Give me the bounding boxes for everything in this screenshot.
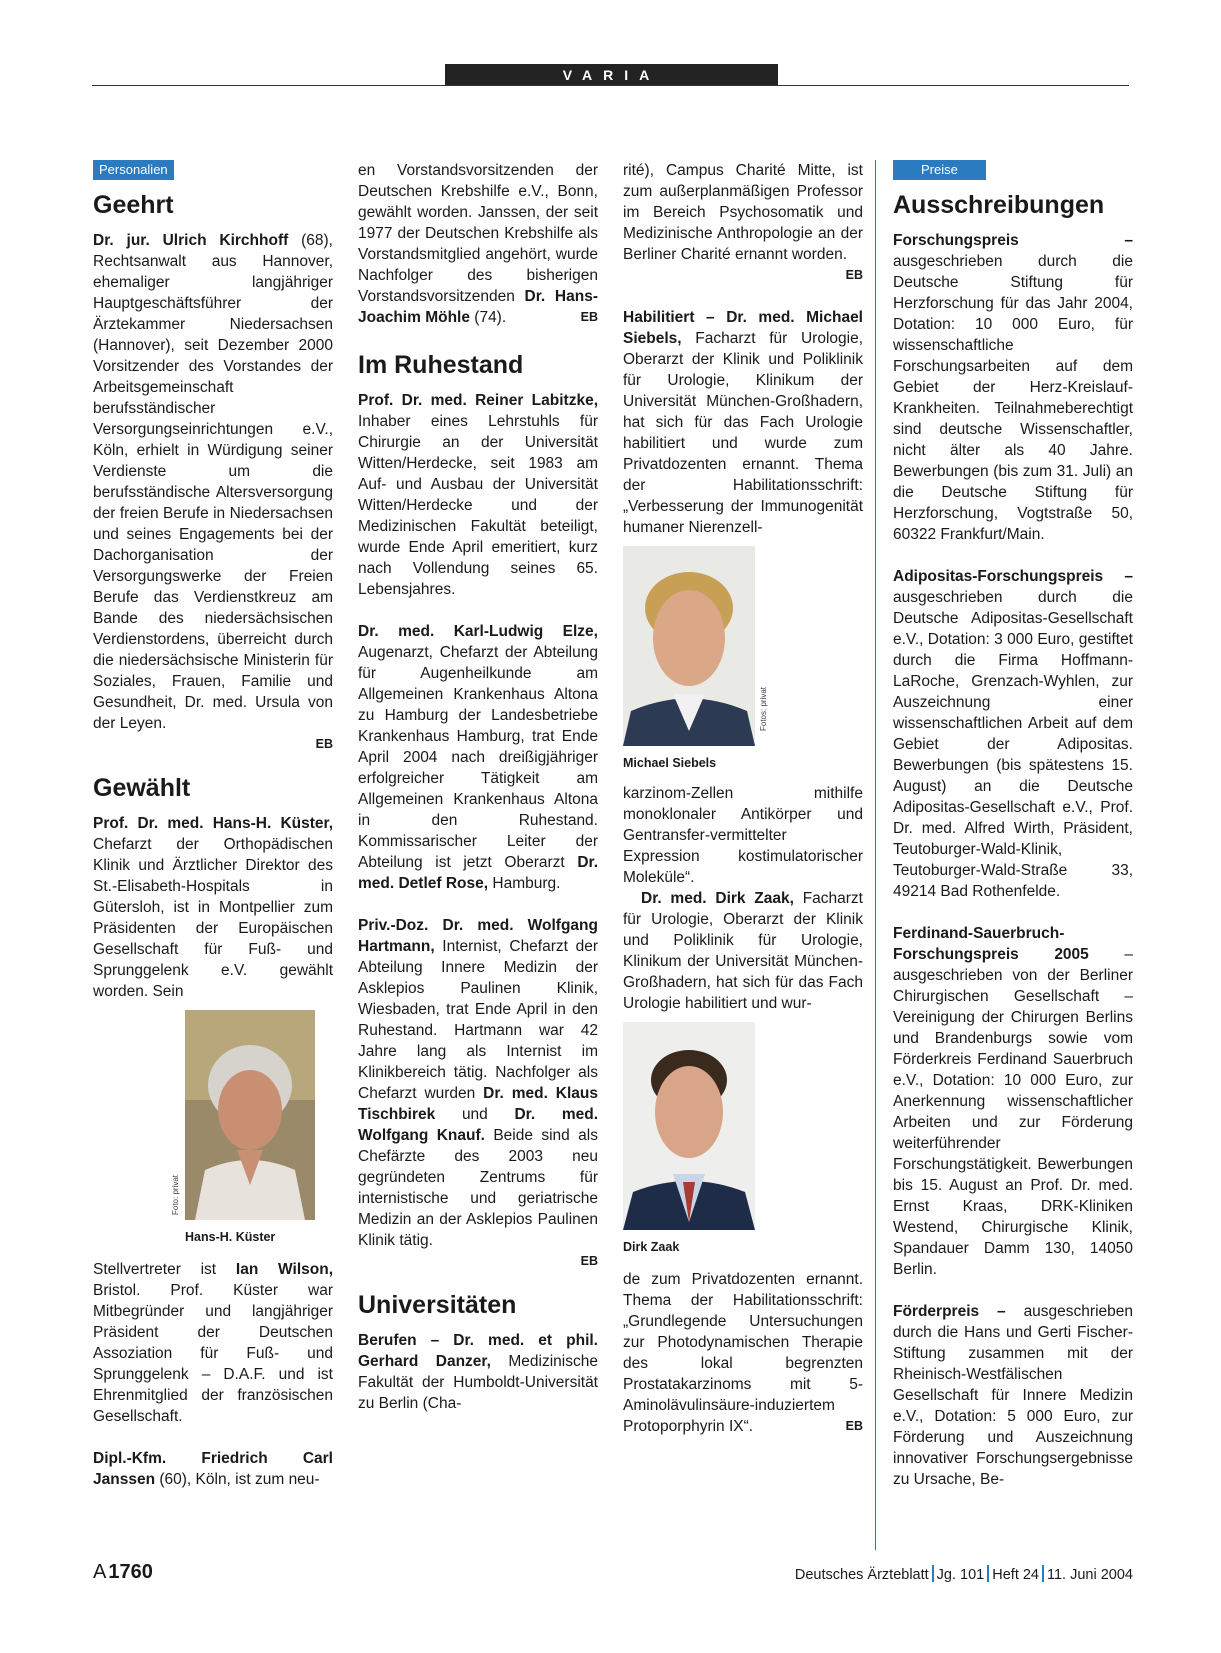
paragraph-danzer: Berufen – Dr. med. et phil. Gerhard Danzer, Medizinische Fakultät der Humboldt-Universität zu Berlin (Cha- <box>358 1332 598 1412</box>
photo-siebels <box>623 546 863 771</box>
column-1 <box>93 160 333 1490</box>
paragraph-kuester-cont: Stellvertreter ist Ian Wilson, Bristol. Prof. Küster war Mitbegründer und langjähriger Präsident der Deutschen Assoziation für Fuß- und Sprunggelenk – D.A.F. und ist Ehrenmitglied der französischen Gesellschaft. <box>93 1261 334 1425</box>
author-initials: EB <box>845 268 863 282</box>
photo-caption: Hans-H. Küster <box>185 1230 276 1244</box>
paragraph-adipositas: Adipositas-Forschungspreis – ausgeschrieben durch die Deutsche Adipositas-Gesellschaft e.V., Dotation: 3 000 Euro, gestiftet durch die Firma Hoffmann-LaRoche, Grenzach-Wyhlen, zur Auszeichnung einer wissenschaftlichen Arbeit auf dem Gebiet der Adipositas. Bewerbungen (bis spätestens 15. August) an die Deutsche Adipositas-Gesellschaft e.V., Prof. Dr. med. Alfred Wirth, Präsident, Teutoburger-Wald-Klinik, Teutoburger-Wald-Straße 33, 49214 Bad Rothenfelde. <box>893 568 1133 900</box>
column-2 <box>358 160 598 1414</box>
column-4 <box>893 160 1133 1490</box>
date: 11. Juni 2004 <box>1047 1567 1133 1583</box>
paragraph-sauerbruch: Ferdinand-Sauerbruch-Forschungspreis 2005 – ausgeschrieben von der Berliner Chirurgischen Gesellschaft – Vereinigung der Chirurgen Berlins und Brandenburgs sowie vom Förderkreis Ferdinand Sauerbruch e.V., Dotation: 10 000 Euro, zur Anerkennung wissenschaftlicher Arbeiten und zur Förderung weiterführender Forschungstätigkeit. Bewerbungen bis 15. August an Prof. Dr. med. Ernst Kraas, DRK-Kliniken Westend, Chirurgische Klinik, Spandauer Damm 130, 14050 Berlin. <box>893 925 1133 1278</box>
paragraph-zaak-cont: de zum Privatdozenten ernannt. Thema der Habilitationsschrift: „Grundlegende Untersuchungen zur Photodynamischen Therapie des lokal begrenzten Prostatakarzinoms mit 5-Aminolävulinsäure-induziertem Protoporphyrin IX“. EB <box>623 1271 863 1435</box>
portrait-image-siebels <box>623 546 755 746</box>
author-initials: EB <box>580 1254 598 1268</box>
heading-ruhestand: Im Ruhestand <box>358 351 524 379</box>
paragraph-elze: Dr. med. Karl-Ludwig Elze, Augenarzt, Chefarzt der Abteilung für Augenheilkunde am Allgemeinen Krankenhaus Altona zu Hamburg der Landesbetriebe Krankenhaus Hamburg, trat Ende April 2004 nach dreißigjähriger erfolgreicher Tätigkeit am Allgemeinen Krankenhaus Altona in den Ruhestand. Kommissarischer Leiter der Abteilung ist jetzt Oberarzt Dr. med. Detlef Rose, Hamburg. <box>358 623 599 892</box>
category-tag-personalien: Personalien <box>93 160 174 180</box>
photo-credit: Fotos: privat <box>759 686 768 731</box>
photo-caption: Dirk Zaak <box>623 1240 680 1254</box>
heading-gewaehlt: Gewählt <box>93 774 191 802</box>
paragraph-foerderpreis: Förderpreis – ausgeschrieben durch die Hans und Gerti Fischer-Stiftung zusammen mit der Rheinisch-Westfälischen Gesellschaft für Innere Medizin e.V., Dotation: 5 000 Euro, zur Förderung und Auszeichnung innovativer Forschungsergebnisse zu Ursache, Be- <box>893 1303 1134 1488</box>
author-initials: EB <box>580 310 598 324</box>
photo-zaak <box>623 1022 863 1255</box>
author-initials: EB <box>315 737 333 751</box>
volume: Jg. 101 <box>936 1567 985 1583</box>
author-initials: EB <box>845 1419 863 1433</box>
paragraph-zaak: Dr. med. Dirk Zaak, Facharzt für Urologie, Oberarzt der Klinik und Poliklinik für Urologie, Klinikum der Universität München-Großhadern, hat sich für das Fach Urologie habilitiert und wur- <box>623 890 863 1012</box>
portrait-image-zaak <box>623 1022 755 1230</box>
paragraph-siebels-cont: karzinom-Zellen mithilfe monoklonaler Antikörper und Gentransfer-vermittelter Expression kostimulatorischer Moleküle“. <box>623 785 863 886</box>
section-label: VARIA <box>445 64 778 86</box>
photo-kuester <box>171 1010 333 1245</box>
paragraph-labitzke: Prof. Dr. med. Reiner Labitzke, Inhaber eines Lehrstuhls für Chirurgie an der Universität Witten/Herdecke, seit 1983 am Auf- und Ausbau der Universität Witten/Herdecke und der Medizinischen Fakultät beteiligt, wurde Ende April emeritiert, kurz nach Vollendung seines 65. Lebensjahres. <box>358 392 598 598</box>
heading-ausschreibungen: Ausschreibungen <box>893 191 1105 219</box>
paragraph-danzer-cont: rité), Campus Charité Mitte, ist zum außerplanmäßigen Professor im Bereich Psychosomatik und Medizinische Anthropologie an der Berliner Charité ernannt worden. EB <box>623 160 863 265</box>
heading-geehrt: Geehrt <box>93 191 174 219</box>
publication-footer <box>795 1565 1133 1583</box>
column-divider <box>875 160 876 1550</box>
publication-name: Deutsches Ärzteblatt <box>794 1567 929 1583</box>
heading-universitaeten: Universitäten <box>358 1291 517 1319</box>
paragraph-janssen: Dipl.-Kfm. Friedrich Carl Janssen (60), Köln, ist zum neu- <box>93 1450 333 1488</box>
category-tag-preise: Preise <box>893 160 986 180</box>
header-rule <box>92 85 1129 86</box>
column-3 <box>623 160 863 1437</box>
paragraph-janssen-cont: en Vorstandsvorsitzenden der Deutschen Krebshilfe e.V., Bonn, gewählt worden. Janssen, der seit 1977 der Deutschen Krebshilfe als Vorstandsmitglied angehört, wurde Nachfolger des bisherigen Vorstandsvorsitzenden Dr. Hans-Joachim Möhle (74). EB <box>358 162 598 326</box>
paragraph-siebels: Habilitiert – Dr. med. Michael Siebels, Facharzt für Urologie, Oberarzt der Klinik und Poliklinik für Urologie, Klinikum der Universität München-Großhadern, hat sich für das Fach Urologie habilitiert und wurde zum Privatdozenten ernannt. Thema der Habilitationsschrift: „Verbesserung der Immunogenität humaner Nierenzell- <box>623 309 864 536</box>
photo-caption: Michael Siebels <box>623 756 717 770</box>
page-number: A 1760 <box>93 1561 153 1583</box>
photo-credit: Foto: privat <box>171 1174 180 1215</box>
issue: Heft 24 <box>992 1567 1039 1583</box>
paragraph-forschungspreis: Forschungspreis – ausgeschrieben durch die Deutsche Stiftung für Herzforschung für das Jahr 2004, Dotation: 10 000 Euro, für wissenschaftliche Forschungsarbeiten auf dem Gebiet der Herz-Kreislauf-Krankheiten. Teilnahmeberechtigt sind deutsche Wissenschaftler, nicht älter als 40 Jahre. Bewerbungen (bis zum 31. Juli) an die Deutsche Stiftung für Herzforschung, Vogtstraße 50, 60322 Frankfurt/Main. <box>893 232 1133 543</box>
portrait-image-kuester <box>185 1010 315 1220</box>
paragraph-hartmann: Priv.-Doz. Dr. med. Wolfgang Hartmann, Internist, Chefarzt der Abteilung Innere Medizin der Asklepios Paulinen Klinik, Wiesbaden, trat Ende April in den Ruhestand. Hartmann war 42 Jahre lang als Internist im Klinikbereich tätig. Nachfolger als Chefarzt wurden Dr. med. Klaus Tischbirek und Dr. med. Wolfgang Knauf. Beide sind als Chefärzte des 2003 neu gegründeten Zentrums für internistische und geriatrische Medizin an der Asklepios Paulinen Klinik tätig. EB <box>358 915 598 1251</box>
paragraph-kuester: Prof. Dr. med. Hans-H. Küster, Chefarzt der Orthopädischen Klinik und Ärztlicher Direktor des St.-Elisabeth-Hospitals in Gütersloh, ist in Montpellier zum Präsidenten der Europäischen Gesellschaft für Fuß- und Sprunggelenk e.V. gewählt worden. Sein <box>93 815 333 1000</box>
paragraph-kirchhoff: Dr. jur. Ulrich Kirchhoff (68), Rechtsanwalt aus Hannover, ehemaliger langjähriger Hauptgeschäftsführer der Ärztekammer Niedersachsen (Hannover), seit Dezember 2000 Vorsitzender des Vorstandes der Arbeitsgemeinschaft berufsständischer Versorgungseinrichtungen e.V., Köln, erhielt in Würdigung seiner Verdienste um die berufsständische Altersversorgung der freien Berufe in Niedersachsen und seines Engagements bei der Dachorganisation der Versorgungswerke der Freien Berufe das Verdienstkreuz am Bande des niedersächsischen Verdienstordens, überreicht durch die niedersächsische Ministerin für Soziales, Frauen, Familie und Gesundheit, Dr. med. Ursula von der Leyen. EB <box>93 230 333 734</box>
